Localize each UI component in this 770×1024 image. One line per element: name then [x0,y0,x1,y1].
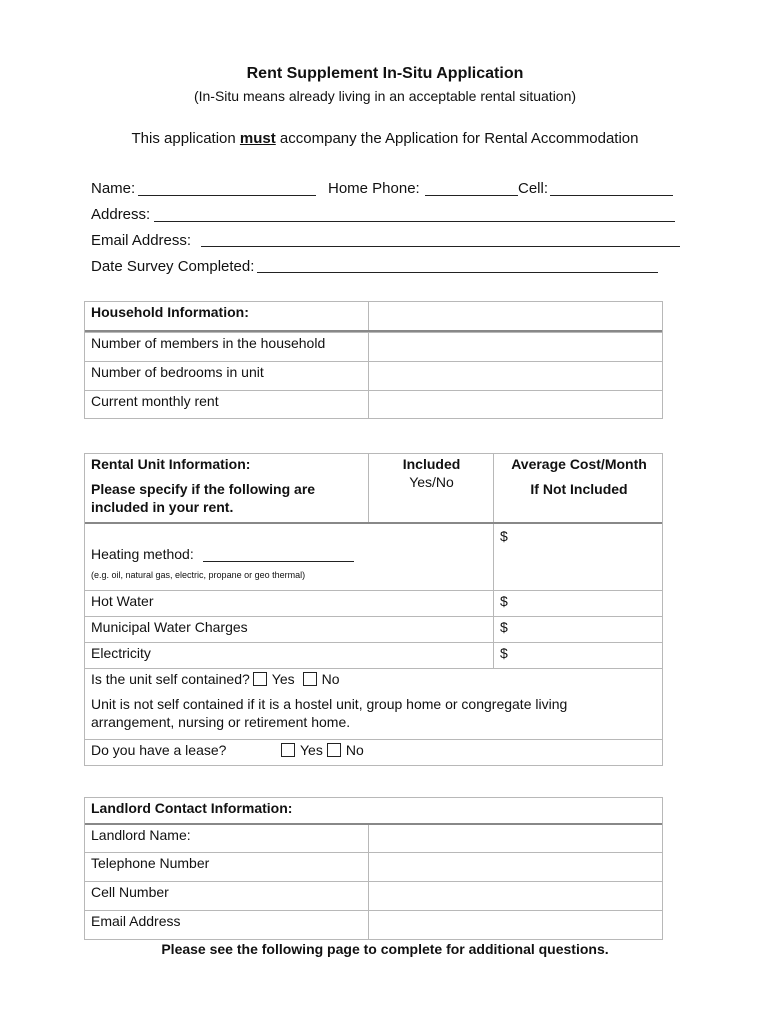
lease-options [278,742,364,758]
municipal-water-cost-cell[interactable] [494,617,664,642]
municipal-water-row [85,616,662,642]
hot-water-cost-cell[interactable] [494,591,664,616]
self-contained-question [91,671,340,687]
currency-symbol: $ [500,593,508,609]
heating-hint: (e.g. oil, natural gas, electric, propane or geo thermal) [91,570,306,580]
address-field[interactable] [154,221,675,222]
form-title: Rent Supplement In-Situ Application [246,65,524,82]
landlord-label-cell [85,853,369,881]
rental-header-cell [85,454,369,522]
table-row [85,910,662,939]
heating-label: Heating method: [91,546,194,562]
yes-no-heading: Yes/No [409,474,454,490]
rental-unit-table [84,453,663,766]
table-row [85,361,662,390]
yes-label: Yes [271,671,295,687]
name-field[interactable] [138,195,316,196]
self-contained-no-checkbox[interactable] [303,672,317,686]
heating-row [85,524,662,590]
electricity-row [85,642,662,668]
cell-label: Cell: [518,180,549,197]
address-label: Address: [91,206,151,223]
table-row [85,390,662,418]
heating-label-cell [85,524,494,590]
household-label-cell [85,391,369,418]
rental-instruction-2: included in your rent. [91,499,234,515]
heating-cost-cell[interactable] [494,524,664,590]
currency-symbol: $ [500,619,508,635]
landlord-heading: Landlord Contact Information: [91,800,293,816]
home-phone-field[interactable] [425,195,518,196]
yes-label: Yes [300,742,323,758]
cost-header-cell [494,454,664,522]
landlord-label-cell [85,911,369,939]
members-label: Number of members in the household [91,335,326,351]
email-label: Email Address: [91,232,192,249]
table-row [85,332,662,361]
name-label: Name: [91,180,136,197]
electricity-label: Electricity [91,645,151,661]
municipal-water-label: Municipal Water Charges [91,619,248,635]
self-contained-note-2: arrangement, nursing or retirement home. [91,714,351,730]
household-label-cell [85,333,369,361]
average-cost-heading: Average Cost/Month [511,456,647,472]
municipal-water-label-cell [85,617,494,642]
hot-water-label-cell [85,591,494,616]
hot-water-row [85,590,662,616]
date-survey-field[interactable] [257,272,658,273]
lease-no-checkbox[interactable] [327,743,341,757]
landlord-email-label: Email Address [91,913,181,929]
household-label-cell [85,362,369,390]
monthly-rent-label: Current monthly rent [91,393,219,409]
landlord-label-cell [85,825,369,852]
telephone-label: Telephone Number [91,855,210,871]
no-label: No [321,671,340,687]
heating-method-field[interactable] [203,561,354,562]
home-phone-label: Home Phone: [328,180,420,197]
hot-water-label: Hot Water [91,593,154,609]
currency-symbol: $ [500,528,508,544]
email-field[interactable] [201,246,680,247]
lease-row [85,739,662,765]
landlord-header-row [85,798,662,825]
accompany-note [0,130,770,147]
table-row [85,881,662,910]
if-not-included-heading: If Not Included [530,481,628,497]
self-contained-yes-checkbox[interactable] [253,672,267,686]
rental-heading: Rental Unit Information: [91,456,251,472]
form-subtitle: (In-Situ means already living in an acceptable rental situation) [193,88,577,104]
table-row [85,825,662,852]
date-survey-label: Date Survey Completed: [91,258,255,275]
included-heading: Included [402,456,461,472]
cell-field[interactable] [550,195,673,196]
electricity-label-cell [85,643,494,668]
cell-number-label: Cell Number [91,884,169,900]
currency-symbol: $ [500,645,508,661]
footer-note: Please see the following page to complete for additional questions. [161,941,609,957]
landlord-name-label: Landlord Name: [91,827,191,843]
household-header-cell [85,302,369,330]
self-contained-label: Is the unit self contained? [91,671,250,687]
self-contained-note-1: Unit is not self contained if it is a hostel unit, group home or congregate living [91,696,568,712]
bedrooms-label: Number of bedrooms in unit [91,364,264,380]
rental-header-row [85,454,662,524]
no-label: No [345,742,364,758]
landlord-table [84,797,663,940]
lease-question: Do you have a lease? [91,742,227,758]
must-emphasis: must [239,130,276,147]
accompany-note-suffix: accompany the Application for Rental Accommodation [275,130,639,147]
self-contained-row [85,668,662,739]
table-row [85,852,662,881]
household-heading: Household Information: [91,304,249,320]
rental-instruction-1: Please specify if the following are [91,481,316,497]
household-header-row [85,302,662,332]
accompany-note-prefix: This application [131,130,240,147]
landlord-label-cell [85,882,369,910]
included-header-cell [369,454,494,522]
electricity-cost-cell[interactable] [494,643,664,668]
household-table [84,301,663,419]
lease-yes-checkbox[interactable] [281,743,295,757]
